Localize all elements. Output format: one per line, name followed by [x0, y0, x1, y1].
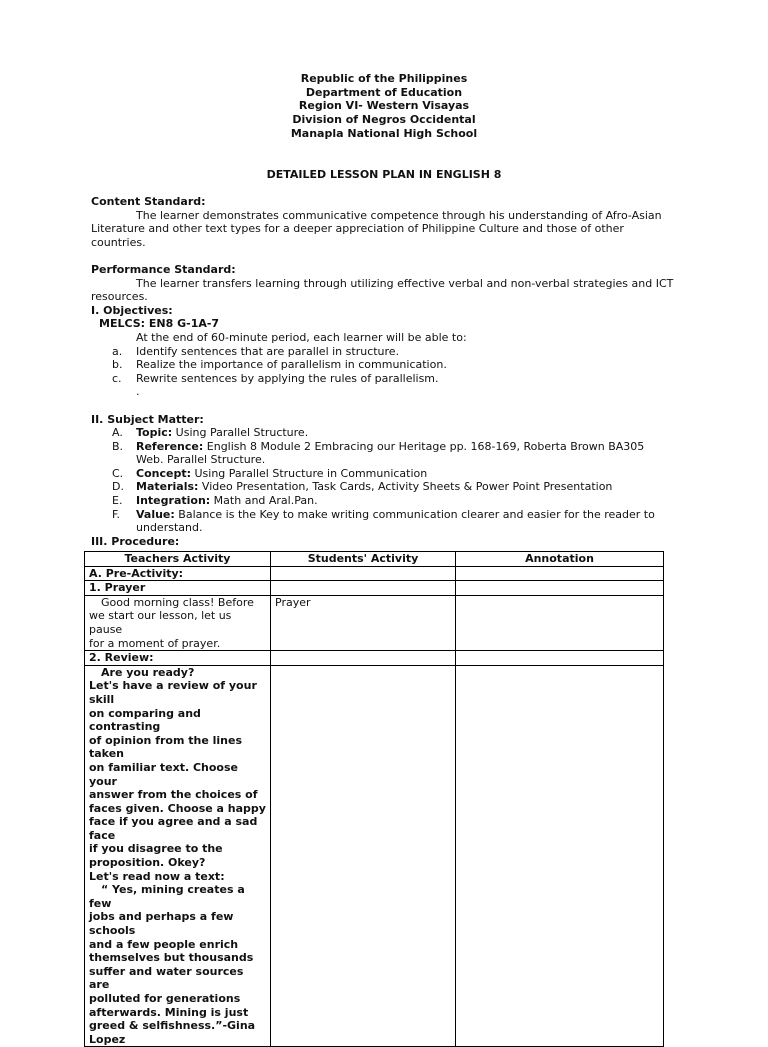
review-line: themselves but thousands: [89, 951, 254, 965]
procedure-table: [84, 551, 664, 1047]
review-teacher-cell: [85, 665, 271, 1047]
empty-cell: [456, 581, 664, 596]
list-marker: B.: [112, 439, 124, 453]
item-label: Concept:: [136, 466, 191, 480]
empty-cell: [271, 665, 456, 1047]
document-title: DETAILED LESSON PLAN IN ENGLISH 8: [266, 168, 502, 181]
subject-matter-heading: II. Subject Matter:: [91, 412, 204, 426]
column-header-annotation: Annotation: [456, 552, 664, 567]
column-header-student: Students' Activity: [271, 552, 456, 567]
item-label: Materials:: [136, 480, 199, 494]
lesson-body: [91, 195, 691, 548]
stray-dot: .: [136, 385, 140, 399]
empty-cell: [456, 651, 664, 666]
list-item: [91, 508, 691, 535]
empty-cell: [271, 651, 456, 666]
header-division: Division of Negros Occidental: [292, 113, 476, 127]
list-marker: b.: [112, 358, 123, 372]
review-heading-cell: 2. Review:: [85, 651, 271, 666]
review-line: polluted for generations: [89, 992, 241, 1005]
item-text: Using Parallel Structure.: [172, 426, 309, 440]
list-marker: A.: [112, 426, 123, 440]
item-text-continued: Web. Parallel Structure.: [136, 453, 266, 467]
list-marker: D.: [112, 480, 124, 494]
content-standard-heading: Content Standard:: [91, 195, 206, 208]
table-row: [85, 665, 664, 1047]
performance-standard-line-2: resources.: [91, 290, 148, 304]
table-row: [85, 566, 664, 581]
review-line: Lopez: [89, 1032, 126, 1046]
review-line: greed & selfishness.”-Gina: [89, 1019, 256, 1033]
item-label: Integration:: [136, 494, 211, 508]
prayer-line: for a moment of prayer.: [89, 636, 221, 650]
empty-cell: [271, 566, 456, 581]
review-line: on comparing and contrasting: [89, 706, 201, 734]
review-line: Are you ready?: [101, 665, 195, 679]
prayer-teacher-cell: [85, 595, 271, 650]
performance-standard-line-1: The learner transfers learning through utilizing effective verbal and non-verbal strategies and ICT: [136, 276, 674, 290]
objectives-intro: At the end of 60-minute period, each learner will be able to:: [136, 330, 467, 344]
prayer-heading-cell: 1. Prayer: [85, 581, 271, 596]
item-label: Reference:: [136, 439, 204, 453]
objectives-heading: I. Objectives:: [91, 303, 173, 317]
item-text: Using Parallel Structure in Communication: [190, 466, 428, 480]
list-item: [91, 372, 691, 386]
table-row: [85, 651, 664, 666]
pre-activity-cell: A. Pre-Activity:: [85, 566, 271, 581]
spacer: [91, 249, 691, 263]
list-item: [91, 440, 691, 467]
review-line: proposition. Okey?: [89, 856, 206, 870]
melcs-code: MELCS: EN8 G-1A-7: [99, 317, 220, 331]
review-line: of opinion from the lines taken: [89, 733, 243, 761]
content-standard-line-3: countries.: [91, 235, 146, 249]
empty-cell: [456, 665, 664, 1047]
review-line: if you disagree to the: [89, 842, 223, 856]
objective-text: Identify sentences that are parallel in structure.: [136, 344, 400, 358]
item-text: Video Presentation, Task Cards, Activity Sheets & Power Point Presentation: [198, 480, 613, 494]
table-row: [85, 581, 664, 596]
review-line: jobs and perhaps a few schools: [89, 910, 234, 938]
item-text: English 8 Module 2 Embracing our Heritage pp. 168-169, Roberta Brown BA305: [203, 439, 645, 453]
review-line: suffer and water sources are: [89, 964, 244, 992]
performance-standard-heading: Performance Standard:: [91, 262, 236, 276]
item-text: Math and Aral.Pan.: [210, 494, 318, 508]
spacer: [91, 399, 691, 413]
empty-cell: [456, 566, 664, 581]
document-header: [0, 72, 768, 140]
content-standard-line-1: The learner demonstrates communicative competence through his understanding of Afro-Asian: [136, 208, 662, 222]
header-department: Department of Education: [305, 85, 463, 99]
review-line: “ Yes, mining creates a few: [89, 883, 245, 910]
list-item: [91, 385, 691, 399]
list-item: [91, 494, 691, 508]
header-school: Manapla National High School: [290, 126, 478, 140]
review-line: answer from the choices of: [89, 788, 258, 802]
objectives-list: [91, 345, 691, 399]
table-header-row: [85, 552, 664, 567]
prayer-line: Good morning class! Before: [101, 595, 254, 609]
list-item: [91, 358, 691, 372]
list-marker: C.: [112, 466, 124, 480]
list-marker: a.: [112, 344, 123, 358]
list-marker: F.: [112, 507, 121, 521]
empty-cell: [271, 581, 456, 596]
item-text-continued: understand.: [136, 521, 203, 535]
review-line: Let's have a review of your skill: [89, 679, 257, 706]
review-line: and a few people enrich: [89, 937, 239, 951]
content-standard-line-2: Literature and other text types for a deeper appreciation of Philippine Culture and those of other: [91, 222, 624, 236]
prayer-line: we start our lesson, let us pause: [89, 609, 232, 636]
list-item: [91, 426, 691, 440]
table-row: [85, 595, 664, 650]
header-region: Region VI- Western Visayas: [298, 99, 470, 113]
procedure-heading: III. Procedure:: [91, 534, 180, 548]
subject-matter-list: [91, 426, 691, 535]
list-item: [91, 345, 691, 359]
review-line: Let's read now a text:: [89, 869, 225, 883]
review-line: afterwards. Mining is just: [89, 1005, 249, 1019]
item-text: Balance is the Key to make writing communication clearer and easier for the reader to: [174, 507, 655, 521]
list-marker: E.: [112, 494, 123, 508]
list-item: [91, 467, 691, 481]
review-line: faces given. Choose a happy: [89, 801, 266, 815]
header-republic: Republic of the Philippines: [300, 72, 468, 85]
objective-text: Rewrite sentences by applying the rules of parallelism.: [136, 371, 439, 385]
column-header-teacher: Teachers Activity: [85, 552, 271, 567]
prayer-student-cell: Prayer: [271, 595, 456, 650]
review-line: face if you agree and a sad face: [89, 815, 258, 842]
empty-cell: [456, 595, 664, 650]
objective-text: Realize the importance of parallelism in communication.: [136, 358, 447, 372]
review-line: on familiar text. Choose your: [89, 760, 238, 788]
item-label: Value:: [136, 507, 175, 521]
item-label: Topic:: [136, 426, 173, 440]
list-marker: c.: [112, 371, 122, 385]
list-item: [91, 480, 691, 494]
